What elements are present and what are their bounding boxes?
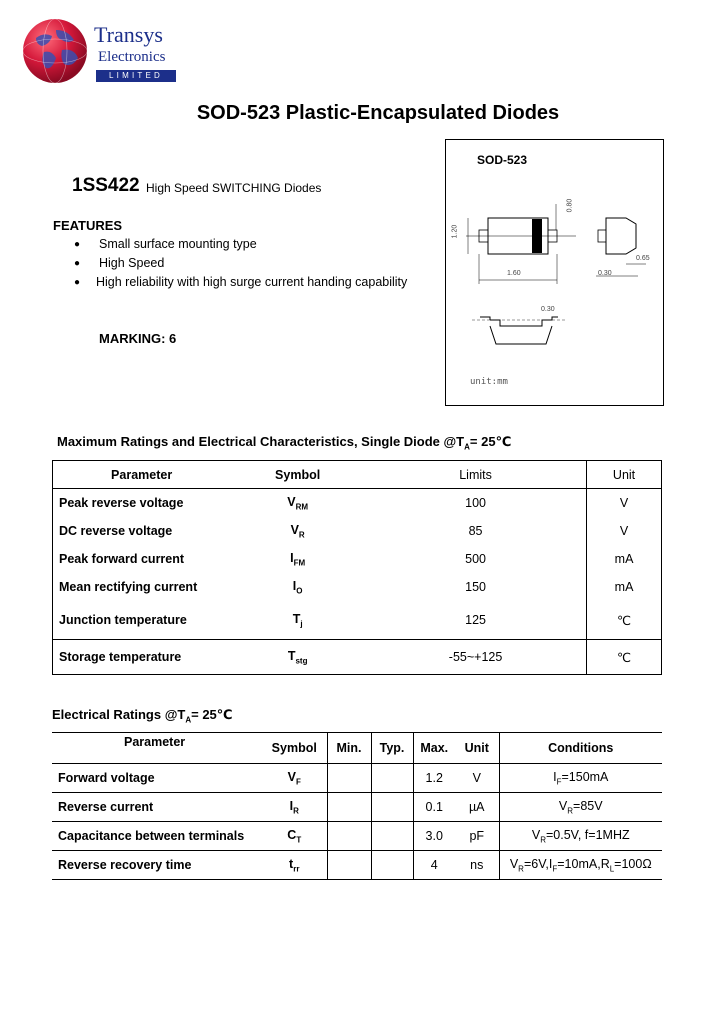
feature-item: High Speed xyxy=(99,256,165,270)
column-header: Symbol xyxy=(230,461,365,489)
dimension-label: 0.65 xyxy=(636,255,650,262)
part-number: 1SS422 xyxy=(72,175,140,196)
part-description: High Speed SWITCHING Diodes xyxy=(146,181,322,195)
dimension-label: 1.20 xyxy=(451,224,459,239)
bullet-icon: ● xyxy=(74,277,81,288)
table-row: Reverse recovery time $t_{rr}$ 4 ns $V_R=6V,I_F=10mA,R_L=100\Omega$ xyxy=(52,851,662,880)
table-row: Junction temperature $T_j$ 125 ℃ xyxy=(53,601,662,640)
column-header: Symbol xyxy=(262,733,327,764)
column-header: Conditions xyxy=(499,733,662,764)
package-title: SOD-523 xyxy=(477,153,528,167)
package-drawing xyxy=(446,140,665,407)
bullet-icon: ● xyxy=(74,239,81,250)
column-header: Typ. xyxy=(371,733,413,764)
table-header-row xyxy=(53,461,662,489)
table-row: Peak forward current $I_{FM}$ 500 mA xyxy=(53,545,662,573)
table-row: Mean rectifying current $I_O$ 150 mA xyxy=(53,573,662,601)
dimension-label: 0.30 xyxy=(598,270,612,277)
company-logo-globe xyxy=(22,18,88,84)
max-ratings-table xyxy=(52,460,662,675)
table-row: DC reverse voltage $V_R$ 85 V xyxy=(53,517,662,545)
feature-item: Small surface mounting type xyxy=(99,237,257,251)
column-header: Parameter xyxy=(53,461,231,489)
bullet-icon: ● xyxy=(74,258,81,269)
electrical-ratings-table xyxy=(52,732,662,880)
dimension-label: 1.60 xyxy=(507,270,521,277)
package-unit-note: unit:mm xyxy=(470,377,508,387)
column-header: Min. xyxy=(327,733,371,764)
electrical-ratings-heading: Electrical Ratings $@T_A=$ 25℃ xyxy=(52,707,233,725)
document-title: SOD-523 Plastic-Encapsulated Diodes xyxy=(196,102,560,124)
table-row: Storage temperature $T_{stg}$ -55~+125 ℃ xyxy=(53,640,662,675)
package-outline-box xyxy=(445,139,664,406)
column-header: Limits xyxy=(365,461,587,489)
table-row: Peak reverse voltage $V_{RM}$ 100 V xyxy=(53,489,662,518)
features-heading: FEATURES xyxy=(53,218,123,233)
dimension-label: 0.30 xyxy=(541,306,555,313)
table-row: Capacitance between terminals $C_T$ 3.0 pF $V_R=0.5V$, f=1MHZ xyxy=(52,822,662,851)
column-header: Unit xyxy=(587,461,662,489)
marking-code: MARKING: 6 xyxy=(99,331,177,346)
company-limited-bar: LIMITED xyxy=(96,70,176,82)
column-header: Parameter xyxy=(52,733,262,764)
company-name: Transys xyxy=(94,22,163,47)
table-header-row xyxy=(52,733,662,764)
table-row: Forward voltage $V_F$ 1.2 V $I_F=150mA$ xyxy=(52,764,662,793)
max-ratings-heading: Maximum Ratings and Electrical Characteristics, Single Diode $@T_A=$ 25℃ xyxy=(57,434,512,452)
company-subtitle: Electronics xyxy=(98,49,166,65)
table-row: Reverse current $I_R$ 0.1 µA $V_R=85V$ xyxy=(52,793,662,822)
column-header: Max. xyxy=(413,733,455,764)
feature-item: High reliability with high surge current handing capability xyxy=(96,275,408,289)
dimension-label: 0.80 xyxy=(566,198,574,213)
column-header: Unit xyxy=(455,733,499,764)
